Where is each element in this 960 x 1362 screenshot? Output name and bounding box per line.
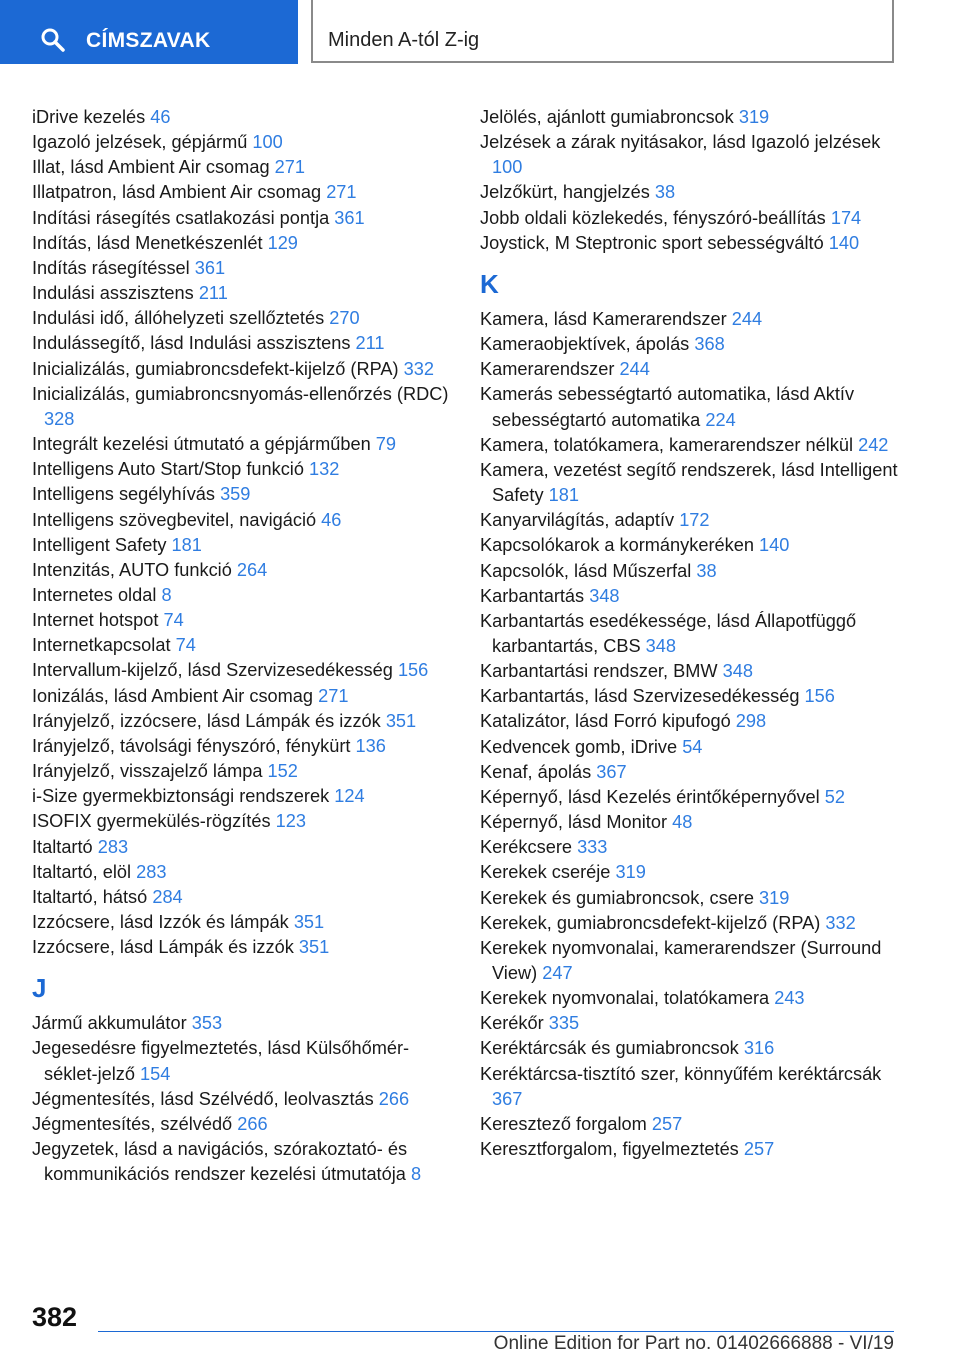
index-entry-term: Jelzőkürt, hangjelzés (480, 182, 650, 203)
index-entry (480, 785, 910, 810)
index-entry-page-link[interactable]: 38 (654, 182, 676, 203)
index-entry (480, 231, 910, 256)
index-entry-term: Jobb oldali közlekedés, fényszóró-beállítás (480, 207, 826, 228)
index-column-left (32, 105, 452, 1187)
index-entry-page-link[interactable]: 140 (828, 232, 860, 253)
index-entry (32, 1087, 452, 1112)
index-entry-term: Kerekek, gumiabroncsdefekt-kijelző (RPA) (480, 912, 821, 933)
index-entry-page-link[interactable]: 361 (334, 207, 365, 228)
index-entry (480, 709, 910, 734)
index-entry-page-link[interactable]: 264 (236, 559, 268, 580)
index-entry-term: Karbantartási rendszer, BMW (480, 661, 718, 682)
index-entry (32, 809, 452, 834)
index-entry (480, 533, 910, 558)
index-entry (32, 357, 452, 382)
index-entry (32, 1036, 452, 1086)
index-entry-page-link[interactable]: 136 (355, 735, 386, 756)
index-entry-term: Kerékcsere (480, 837, 572, 858)
index-entry-page-link[interactable]: 74 (163, 610, 184, 631)
index-entry-page-link[interactable]: 181 (171, 534, 202, 555)
index-entry-term: Képernyő, lásd Kezelés érintőképernyővel (480, 786, 820, 807)
index-entry-page-link[interactable]: 266 (378, 1088, 410, 1109)
index-entry-page-link[interactable]: 181 (548, 485, 579, 506)
index-entry-term: Jelzések a zárak nyitásakor, lásd Igazoló jelzések (480, 132, 881, 153)
index-entry-term: Inicializálás, gumiabroncsdefekt-kijelző (RPA) (32, 358, 399, 379)
index-entry-term: Jegyzetek, lásd a navigációs, szórakoztató- és kommunikációs rendszer kezelési útmutatója (32, 1139, 408, 1185)
index-entry-page-link[interactable]: 156 (397, 660, 429, 681)
index-entry (32, 130, 452, 155)
index-entry (480, 860, 910, 885)
index-entry-page-link[interactable]: 367 (596, 761, 627, 782)
index-entry (480, 684, 910, 709)
index-entry-term: Irányjelző, izzócsere, lásd Lámpák és izzók (32, 710, 381, 731)
index-entry-page-link[interactable]: 8 (161, 584, 172, 605)
index-entry (480, 433, 910, 458)
index-entry-page-link[interactable]: 283 (136, 861, 167, 882)
index-entry-page-link[interactable]: 74 (175, 635, 196, 656)
top-navigation (0, 0, 960, 66)
index-entry-page-link[interactable]: 359 (220, 484, 251, 505)
index-entry-term: Kerekek nyomvonalai, kamerarendszer (Surround View) (480, 937, 882, 983)
index-entry (480, 1011, 910, 1036)
index-entry-term: i-Size gyermekbiztonsági rendszerek (32, 786, 330, 807)
index-entry-term: Internetkapcsolat (32, 635, 171, 656)
index-entry (32, 206, 452, 231)
index-entry-page-link[interactable]: 247 (542, 963, 573, 983)
index-entry (480, 886, 910, 911)
index-entry (32, 105, 452, 130)
index-entry (32, 935, 452, 960)
index-entry-page-link[interactable]: 368 (694, 334, 725, 355)
index-entry-term: Inicializálás, gumiabroncsnyomás-ellenőrzés (RDC) (32, 383, 449, 404)
index-entry (480, 911, 910, 936)
index-entry (32, 382, 452, 432)
index-entry (32, 457, 452, 482)
index-entry-page-link[interactable]: 271 (326, 182, 357, 203)
index-entry (480, 130, 910, 180)
index-entry (32, 281, 452, 306)
index-entry-page-link[interactable]: 319 (615, 862, 646, 883)
index-entry-term: Intervallum-kijelző, lásd Szervizesedékesség (32, 660, 393, 681)
index-column-right (480, 105, 910, 1162)
index-entry-term: Kenaf, ápolás (480, 761, 592, 782)
index-entry-term: Izzócsere, lásd Lámpák és izzók (32, 937, 294, 958)
index-entry (480, 332, 910, 357)
index-entry-term: Intelligens szövegbevitel, navigáció (32, 509, 317, 530)
index-entry-term: Kamerarendszer (480, 359, 615, 380)
index-entry-term: Indítás, lásd Menetkészenlét (32, 232, 263, 253)
index-entry-term: Keresztező forgalom (480, 1113, 647, 1134)
index-entry-term: ISOFIX gyermekülés-rögzítés (32, 811, 271, 832)
index-entry (480, 382, 910, 432)
index-entry (32, 482, 452, 507)
index-entry (480, 180, 910, 205)
index-entry-page-link[interactable]: 100 (252, 132, 283, 153)
index-entry (32, 1137, 452, 1187)
index-entry (32, 658, 452, 683)
index-entry (32, 432, 452, 457)
index-entry-term: Intenzitás, AUTO funkció (32, 559, 232, 580)
index-entry (32, 533, 452, 558)
index-entry-page-link[interactable]: 367 (492, 1088, 523, 1109)
index-entry-page-link[interactable]: 266 (237, 1113, 268, 1134)
index-entry (480, 1036, 910, 1061)
index-entry-term: Izzócsere, lásd Izzók és lámpák (32, 912, 289, 932)
index-entry (480, 735, 910, 760)
index-entry-page-link[interactable]: 328 (44, 408, 75, 429)
tab-a-to-z[interactable] (311, 0, 894, 63)
index-entry-term: Katalizátor, lásd Forró kipufogó (480, 711, 731, 732)
index-entry-page-link[interactable]: 316 (743, 1038, 775, 1059)
index-entry (32, 583, 452, 608)
index-entry (480, 307, 910, 332)
index-entry-term: Joystick, M Steptronic sport sebességváltó (480, 232, 824, 253)
index-entry-term: iDrive kezelés (32, 107, 146, 127)
index-entry-page-link[interactable]: 124 (334, 786, 365, 807)
page-number: 382 (32, 1302, 78, 1332)
index-entry-page-link[interactable]: 348 (645, 635, 677, 656)
index-entry-term: Karbantartás (480, 585, 585, 606)
index-entry-term: Kanyarvilágítás, adaptív (480, 510, 675, 531)
index-entry (32, 784, 452, 809)
index-entry-term: Intelligent Safety (32, 534, 167, 555)
index-entry-page-link[interactable]: 351 (385, 710, 417, 731)
index-entry-page-link[interactable]: 224 (705, 409, 736, 430)
index-entry-page-link[interactable]: 211 (355, 333, 385, 354)
index-entry (480, 508, 910, 533)
index-entry-term: Kerekek cseréje (480, 862, 611, 883)
index-entry-page-link[interactable]: 211 (198, 283, 228, 304)
index-entry-term: Internet hotspot (32, 610, 159, 631)
index-entry-term: Karbantartás esedékessége, lásd Állapotfüggő karbantartás, CBS (480, 610, 857, 656)
index-entry-page-link[interactable]: 244 (619, 359, 650, 380)
index-entry-term: Irányjelző, visszajelző lámpa (32, 761, 263, 782)
index-entry (32, 734, 452, 759)
index-entry (32, 910, 452, 935)
index-entry-page-link[interactable]: 123 (275, 811, 306, 832)
index-entry-page-link[interactable]: 271 (318, 685, 349, 706)
index-entry (32, 759, 452, 784)
index-entry-page-link[interactable]: 284 (152, 886, 183, 907)
section-letter: J (32, 973, 47, 1004)
index-entry-page-link[interactable]: 271 (274, 157, 305, 178)
index-entry-page-link[interactable]: 100 (492, 157, 523, 178)
index-entry (32, 885, 452, 910)
index-entry-term: Intelligens segélyhívás (32, 484, 215, 505)
index-entry (32, 709, 452, 734)
index-entry-term: Jégmentesítés, lásd Szélvédő, leolvasztás (32, 1088, 374, 1109)
index-entry (32, 155, 452, 180)
index-entry (480, 1137, 910, 1162)
index-entry (480, 835, 910, 860)
index-entry (480, 458, 910, 508)
index-entry-page-link[interactable]: 319 (759, 887, 790, 908)
index-entry-page-link[interactable]: 257 (651, 1113, 683, 1134)
index-entry-term: Irányjelző, távolsági fényszóró, fénykürt (32, 735, 351, 756)
index-entry-term: Illatpatron, lásd Ambient Air csomag (32, 182, 322, 203)
index-entry (480, 357, 910, 382)
index-entry-page-link[interactable]: 283 (97, 836, 129, 857)
index-entry (480, 206, 910, 231)
footer-edition: Online Edition for Part no. 01402666888 - VI/19 (493, 1333, 894, 1354)
index-entry-page-link[interactable]: 333 (577, 837, 608, 858)
index-entry-page-link[interactable]: 174 (830, 207, 862, 228)
index-entry-page-link[interactable]: 79 (375, 434, 396, 455)
index-entry-page-link[interactable]: 154 (140, 1063, 171, 1084)
index-entry-term: Kamera, tolatókamera, kamerarendszer nélkül (480, 434, 854, 455)
footer-divider (98, 1331, 894, 1332)
index-entry-term: Indítási rásegítés csatlakozási pontja (32, 207, 330, 228)
index-entry (32, 633, 452, 658)
index-entry-term: Kameraobjektívek, ápolás (480, 334, 690, 355)
index-entry-term: Kapcsolók, lásd Műszerfal (480, 560, 692, 581)
index-entry-page-link[interactable]: 348 (589, 585, 620, 606)
index-entry (32, 256, 452, 281)
index-entry (32, 331, 452, 356)
index-entry (32, 1112, 452, 1137)
index-entry-term: Kapcsolókarok a kormánykeréken (480, 535, 754, 556)
index-entry-page-link[interactable]: 242 (858, 434, 889, 455)
index-entry-page-link[interactable]: 244 (731, 308, 763, 329)
index-entry (32, 608, 452, 633)
index-entry (32, 180, 452, 205)
tab-keywords-label: CÍMSZAVAK (86, 29, 211, 52)
section-letter: K (480, 268, 499, 299)
index-entry-term: Jelölés, ajánlott gumiabroncsok (480, 107, 734, 127)
index-entry-term: Indulássegítő, lásd Indulási asszisztens (32, 333, 351, 354)
index-entry-page-link[interactable]: 152 (267, 761, 298, 782)
index-entry-term: Igazoló jelzések, gépjármű (32, 132, 248, 153)
index-entry-page-link[interactable]: 46 (321, 509, 342, 530)
index-entry-page-link[interactable]: 38 (696, 560, 717, 581)
index-entry-page-link[interactable]: 52 (824, 786, 845, 807)
index-entry-page-link[interactable]: 332 (403, 358, 435, 379)
index-entry (32, 231, 452, 256)
index-entry-term: Indulási idő, állóhelyzeti szellőztetés (32, 308, 325, 329)
index-entry (480, 760, 910, 785)
index-entry-page-link[interactable]: 54 (682, 736, 703, 757)
index-entry (32, 860, 452, 885)
index-entry-term: Kamera, vezetést segítő rendszerek, lásd Intelligent Safety (480, 459, 898, 506)
index-entry-term: Keréktárcsa-tisztító szer, könnyűfém keréktárcsák (480, 1063, 882, 1084)
index-entry (480, 986, 910, 1011)
index-entry-term: Ionizálás, lásd Ambient Air csomag (32, 685, 314, 706)
index-entry-page-link[interactable]: 156 (804, 686, 835, 707)
index-entry-term: Italtartó, hátsó (32, 886, 148, 907)
index-entry-term: Jármű akkumulátor (32, 1013, 187, 1034)
index-entry-term: Kerekek nyomvonalai, tolatókamera (480, 988, 770, 1009)
index-entry-term: Kerekek és gumiabroncsok, csere (480, 887, 754, 908)
index-entry (32, 1011, 452, 1036)
index-entry-term: Indulási asszisztens (32, 283, 194, 304)
tab-keywords[interactable] (0, 0, 298, 64)
index-entry-term: Karbantartás, lásd Szervizesedékesség (480, 686, 800, 707)
index-entry-page-link[interactable]: 140 (759, 535, 790, 556)
index-entry (32, 558, 452, 583)
index-entry-page-link[interactable]: 132 (309, 459, 340, 480)
index-entry-page-link[interactable]: 319 (738, 107, 770, 127)
index-entry-term: Jégmentesítés, szélvédő (32, 1113, 233, 1134)
index-entry-term: Illat, lásd Ambient Air csomag (32, 157, 270, 178)
index-entry-page-link[interactable]: 351 (293, 912, 325, 932)
index-entry-term: Kamera, lásd Kamerarendszer (480, 308, 727, 329)
index-entry-page-link[interactable]: 353 (191, 1013, 223, 1034)
index-entry-term: Képernyő, lásd Monitor (480, 812, 668, 833)
index-entry-page-link[interactable]: 257 (743, 1139, 775, 1160)
index-entry (32, 684, 452, 709)
tab-a-to-z-label: Minden A-tól Z-ig (328, 29, 480, 51)
index-entry-page-link[interactable]: 332 (825, 912, 856, 933)
index-entry (480, 810, 910, 835)
index-entry-term: Intelligens Auto Start/Stop funkció (32, 459, 304, 480)
index-entry-term: Italtartó (32, 836, 93, 857)
search-icon (40, 27, 66, 53)
index-entry (480, 609, 910, 659)
index-entry-term: Internetes oldal (32, 584, 157, 605)
index-entry-term: Italtartó, elöl (32, 861, 132, 882)
index-entry (32, 835, 452, 860)
index-entry-page-link[interactable]: 348 (722, 661, 753, 682)
index-entry (480, 584, 910, 609)
index-entry-page-link[interactable]: 335 (548, 1013, 580, 1034)
index-entry-page-link[interactable]: 270 (329, 308, 360, 329)
index-entry-term: Integrált kezelési útmutató a gépjárműben (32, 434, 371, 455)
index-entry (480, 559, 910, 584)
index-entry (480, 936, 910, 986)
index-entry-term: Kedvencek gomb, iDrive (480, 736, 678, 757)
index-entry-page-link[interactable]: 46 (150, 107, 171, 127)
index-entry (480, 105, 910, 130)
index-entry-page-link[interactable]: 48 (672, 812, 693, 833)
index-entry (480, 1062, 910, 1112)
index-entry-page-link[interactable]: 298 (735, 711, 767, 732)
index-entry (480, 659, 910, 684)
index-entry-page-link[interactable]: 351 (298, 937, 330, 958)
index-entry (32, 306, 452, 331)
index-entry-page-link[interactable]: 243 (774, 988, 805, 1009)
index-entry-term: Keréktárcsák és gumiabroncsok (480, 1038, 739, 1059)
index-entry-term: Keresztforgalom, figyelmeztetés (480, 1139, 739, 1160)
index-entry (480, 1112, 910, 1137)
index-entry-term: Jegesedésre figyelmeztetés, lásd Külsőhőmérséklet-jelző (32, 1038, 410, 1084)
index-entry-page-link[interactable]: 129 (267, 232, 298, 253)
index-entry-page-link[interactable]: 172 (679, 510, 710, 531)
index-entry-term: Kamerás sebességtartó automatika, lásd Aktív sebességtartó automatika (480, 384, 855, 430)
index-entry-page-link[interactable]: 8 (410, 1164, 422, 1185)
index-entry-term: Kerékőr (480, 1013, 544, 1034)
index-entry-page-link[interactable]: 361 (194, 257, 226, 278)
index-entry-term: Indítás rásegítéssel (32, 257, 190, 278)
index-entry (32, 508, 452, 533)
